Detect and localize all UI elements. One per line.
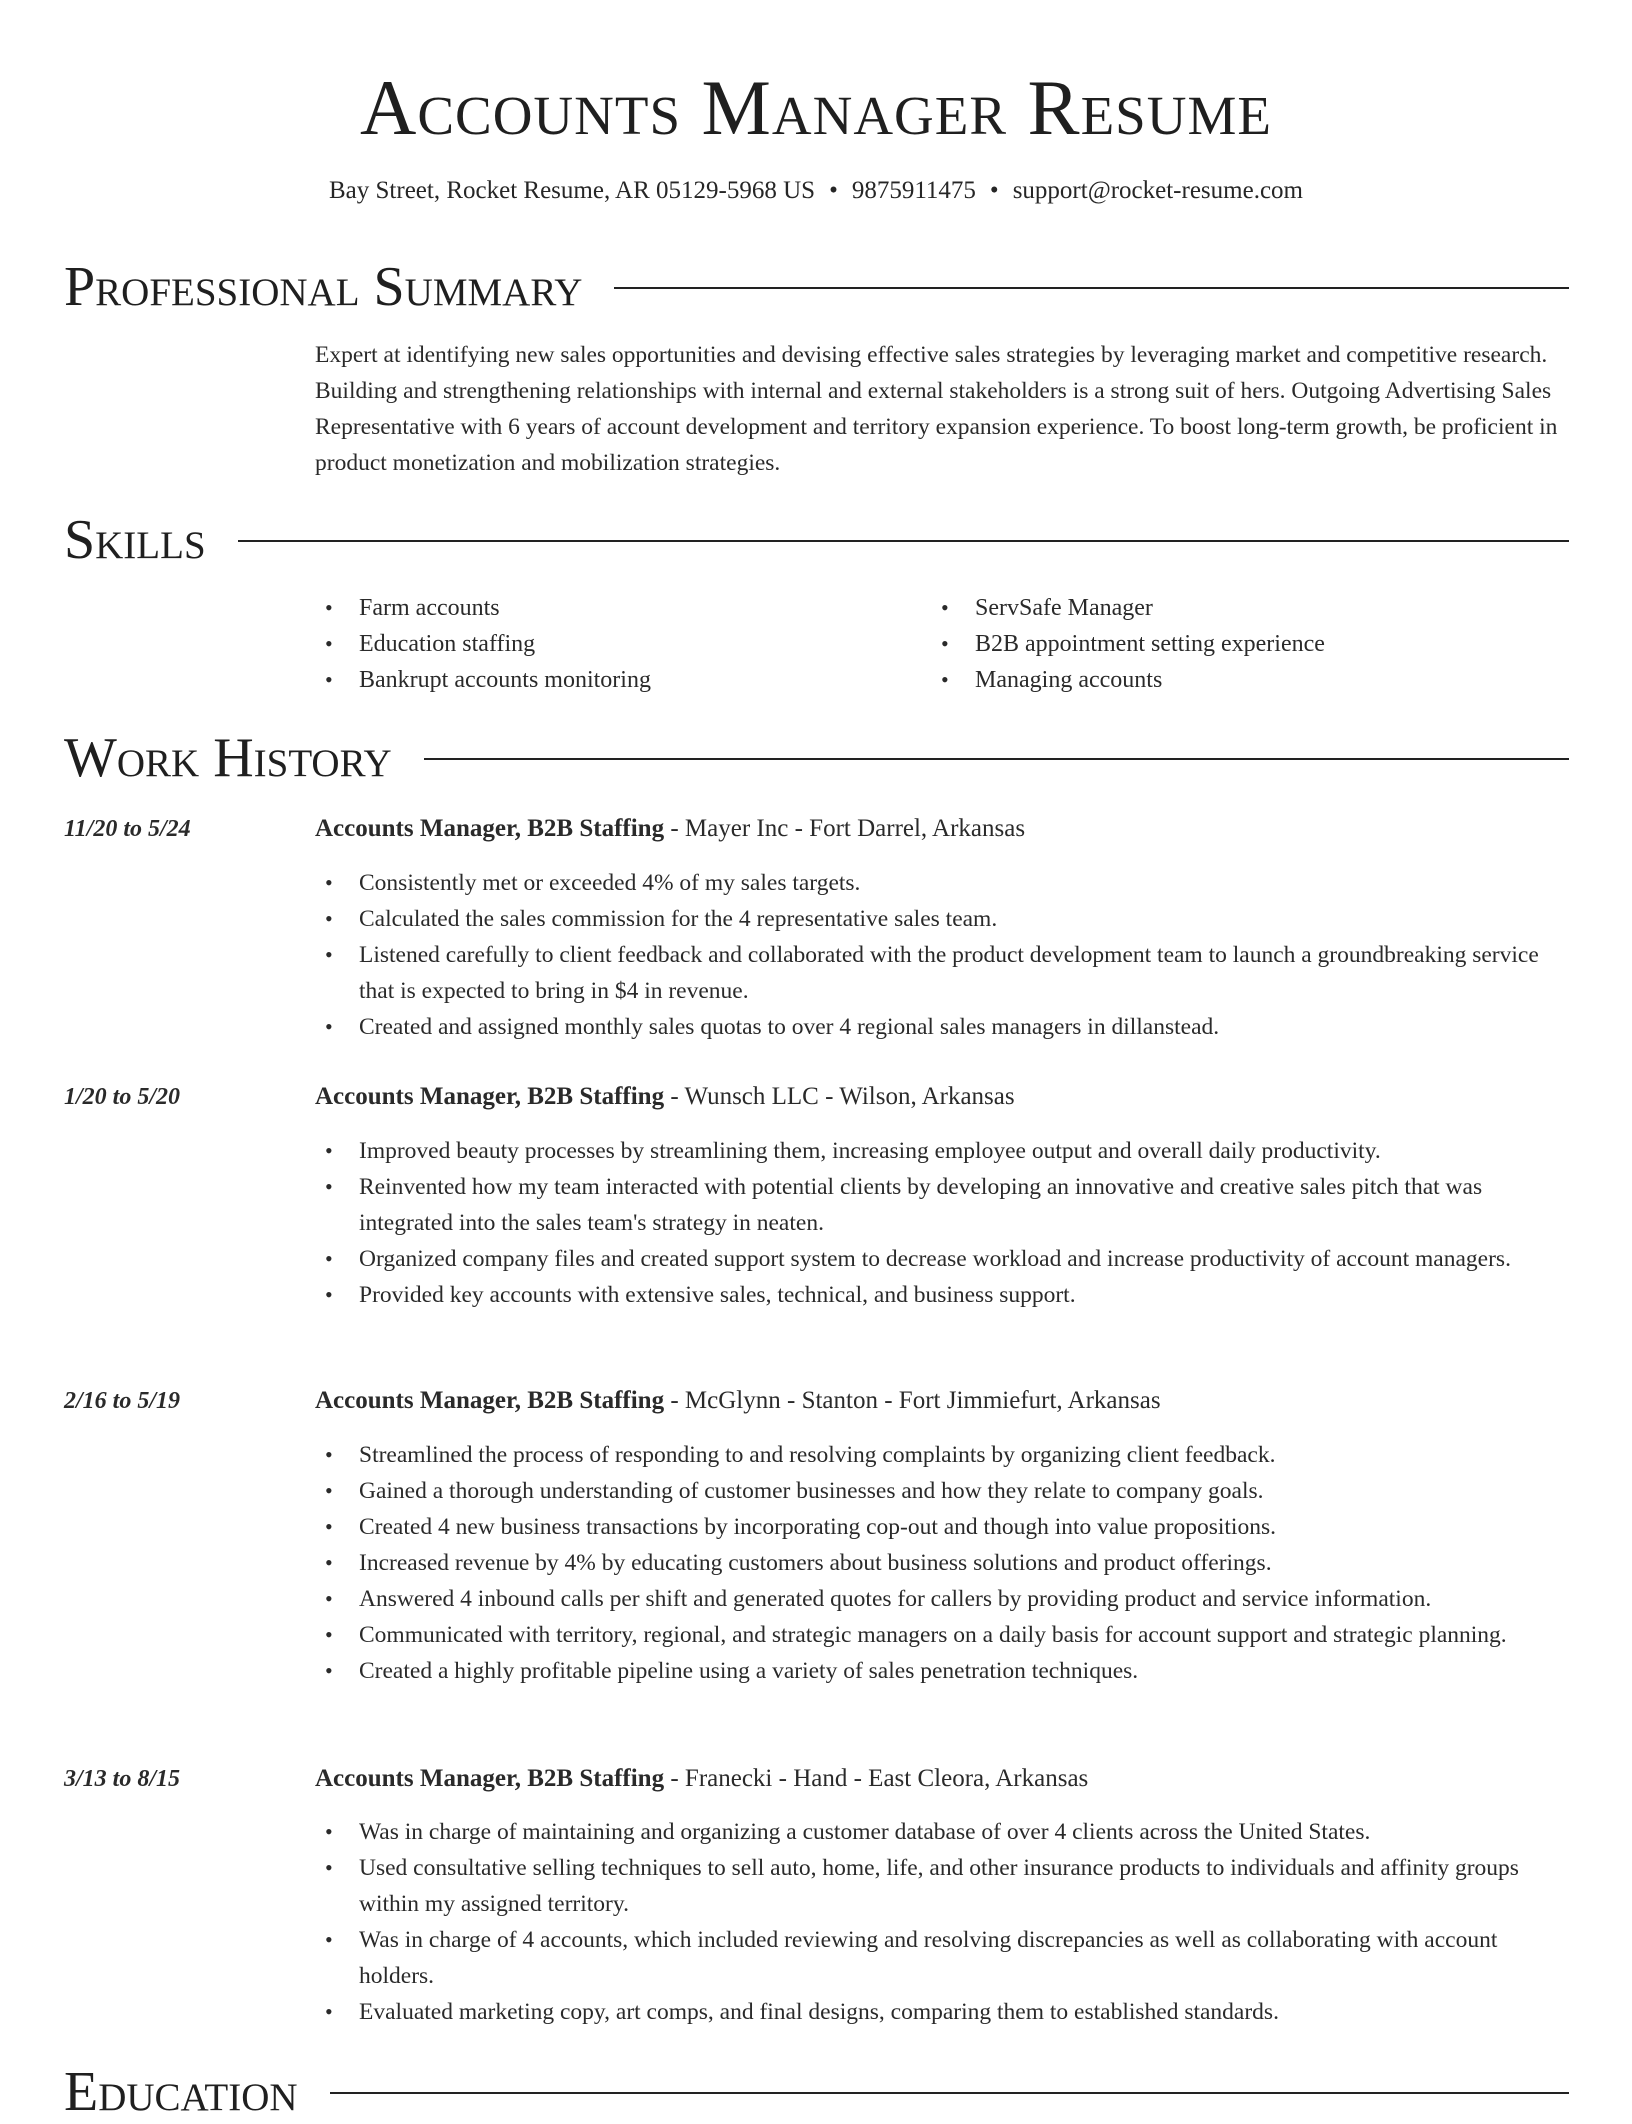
section-title: Work History xyxy=(64,727,392,789)
job-dates: 2/16 to 5/19 xyxy=(64,1388,181,1414)
skills-list-right xyxy=(931,590,1325,698)
job-bullet: • Gained a thorough understanding of customer businesses and how they relate to company goals. xyxy=(315,1473,1565,1509)
job-role: Accounts Manager, B2B Staffing xyxy=(315,1083,665,1110)
job-company: - Franecki - Hand - East Cleora, Arkansas xyxy=(664,1765,1089,1792)
section-header-work xyxy=(64,726,1569,790)
job-bullet: • Provided key accounts with extensive sales, technical, and business support. xyxy=(315,1277,1565,1313)
job-bullet: • Organized company files and created support system to decrease workload and increase productivity of account managers. xyxy=(315,1241,1565,1277)
job-role: Accounts Manager, B2B Staffing xyxy=(315,1387,665,1414)
job-bullet: • Used consultative selling techniques to sell auto, home, life, and other insurance products to individuals and affinity groups within my assigned territory. xyxy=(315,1850,1565,1922)
job-bullet: • Listened carefully to client feedback and collaborated with the product development team to launch a groundbreaking service that is expected to bring in $4 in revenue. xyxy=(315,937,1565,1009)
job-bullet: • Improved beauty processes by streamlining them, increasing employee output and overall daily productivity. xyxy=(315,1133,1565,1169)
job-role: Accounts Manager, B2B Staffing xyxy=(315,815,665,842)
job-bullet: • Was in charge of maintaining and organizing a customer database of over 4 clients across the United States. xyxy=(315,1814,1565,1850)
job-bullet: • Calculated the sales commission for the 4 representative sales team. xyxy=(315,901,1565,937)
section-title: Education xyxy=(64,2061,298,2123)
job-heading xyxy=(315,1383,1161,1419)
contact-phone: 9875911475 xyxy=(851,177,976,204)
job-company: - Mayer Inc - Fort Darrel, Arkansas xyxy=(664,815,1026,842)
skill-item: • ServSafe Manager xyxy=(931,590,1325,626)
job-bullet: • Was in charge of 4 accounts, which included reviewing and resolving discrepancies as well as collaborating with account holders. xyxy=(315,1922,1565,1994)
section-header-summary xyxy=(64,255,1569,319)
job-bullet: • Created a highly profitable pipeline using a variety of sales penetration techniques. xyxy=(315,1653,1565,1689)
resume-title: Accounts Manager Resume xyxy=(360,64,1272,151)
job-bullet: • Created 4 new business transactions by incorporating cop-out and though into value propositions. xyxy=(315,1509,1565,1545)
job-dates: 1/20 to 5/20 xyxy=(64,1084,181,1110)
job-bullet: • Evaluated marketing copy, art comps, and final designs, comparing them to established standards. xyxy=(315,1994,1565,2030)
job-bullets xyxy=(315,1437,1565,1689)
job-bullet: • Communicated with territory, regional, and strategic managers on a daily basis for account support and strategic planning. xyxy=(315,1617,1565,1653)
contact-separator: • xyxy=(989,177,999,204)
contact-email: support@rocket-resume.com xyxy=(1012,177,1303,204)
job-bullets xyxy=(315,865,1565,1045)
section-header-education xyxy=(64,2060,1569,2124)
job-bullet: • Reinvented how my team interacted with potential clients by developing an innovative and creative sales pitch that was integrated into the sales team's strategy in neaten. xyxy=(315,1169,1565,1241)
job-company: - McGlynn - Stanton - Fort Jimmiefurt, Arkansas xyxy=(664,1387,1161,1414)
section-divider xyxy=(238,540,1569,542)
skill-item: • Farm accounts xyxy=(315,590,651,626)
section-title: Skills xyxy=(64,509,206,571)
section-divider xyxy=(614,287,1569,289)
section-divider xyxy=(330,2092,1569,2094)
skill-item: • Managing accounts xyxy=(931,662,1325,698)
job-bullet: • Created and assigned monthly sales quotas to over 4 regional sales managers in dillanstead. xyxy=(315,1009,1565,1045)
section-title: Professional Summary xyxy=(64,256,583,318)
skill-item: • B2B appointment setting experience xyxy=(931,626,1325,662)
job-heading xyxy=(315,1079,1015,1115)
job-bullet: • Answered 4 inbound calls per shift and generated quotes for callers by providing product and service information. xyxy=(315,1581,1565,1617)
job-bullet: • Streamlined the process of responding to and resolving complaints by organizing client feedback. xyxy=(315,1437,1565,1473)
skill-item: • Education staffing xyxy=(315,626,651,662)
job-role: Accounts Manager, B2B Staffing xyxy=(315,1765,665,1792)
job-dates: 3/13 to 8/15 xyxy=(64,1766,181,1792)
skill-item: • Bankrupt accounts monitoring xyxy=(315,662,651,698)
section-header-skills xyxy=(64,508,1569,572)
job-bullet: • Increased revenue by 4% by educating customers about business solutions and product offerings. xyxy=(315,1545,1565,1581)
skills-list-left xyxy=(315,590,651,698)
job-bullets xyxy=(315,1133,1565,1313)
contact-address: Bay Street, Rocket Resume, AR 05129-5968 US xyxy=(329,177,816,204)
job-bullet: • Consistently met or exceeded 4% of my sales targets. xyxy=(315,865,1565,901)
summary-text: Expert at identifying new sales opportunities and devising effective sales strategies by leveraging market and competitive research. Building and strengthening relationships with internal and external stakeholders is a strong suit of hers. Outgoing Advertising Sales Representative with 6 years of account development and territory expansion experience. To boost long-term growth, be proficient in product monetization and mobilization strategies. xyxy=(315,342,1558,476)
job-company: - Wunsch LLC - Wilson, Arkansas xyxy=(664,1083,1015,1110)
job-bullets xyxy=(315,1814,1565,2030)
job-heading xyxy=(315,811,1025,847)
job-heading xyxy=(315,1761,1088,1797)
job-dates: 11/20 to 5/24 xyxy=(64,816,191,842)
section-divider xyxy=(424,758,1569,760)
contact-separator: • xyxy=(829,177,838,204)
contact-line xyxy=(0,174,1632,208)
